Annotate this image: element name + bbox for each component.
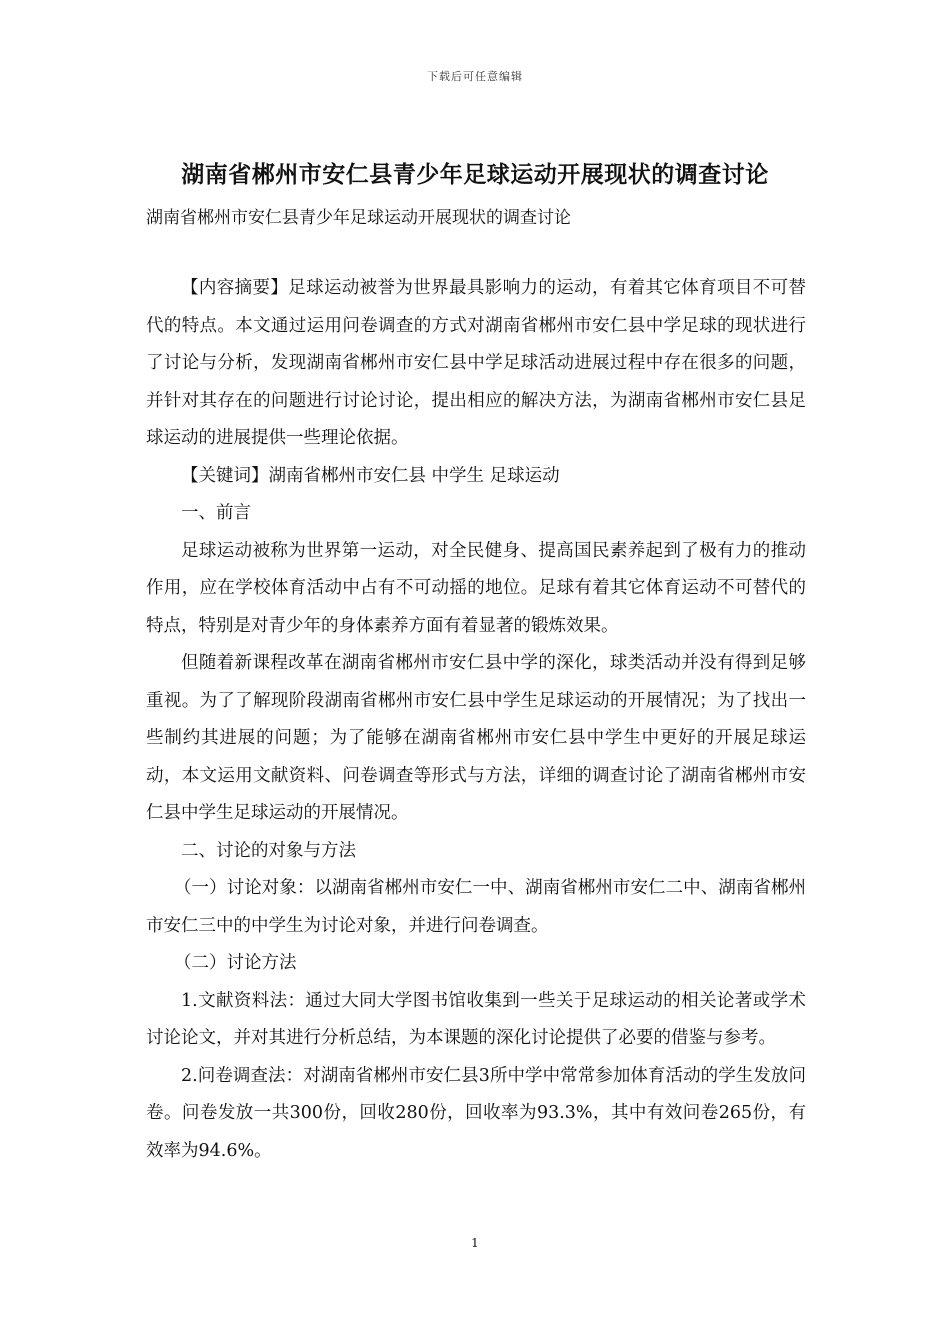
document-body [146,270,806,1170]
body-paragraph: 但随着新课程改革在湖南省郴州市安仁县中学的深化，球类活动并没有得到足够重视。为了了解现阶段湖南省郴州市安仁县中学生足球运动的开展情况；为了找出一些制约其进展的问题；为了能够在湖南省郴州市安仁县中学生中更好的开展足球运动，本文运用文献资料、问卷调查等形式与方法，详细的调查讨论了湖南省郴州市安仁县中学生足球运动的开展情况。 [146,653,806,823]
section-heading-methods: 二、讨论的对象与方法 [181,840,356,861]
method-questionnaire-paragraph: 2.问卷调查法：对湖南省郴州市安仁县3所中学中常常参加体育活动的学生发放问卷。问卷发放一共300份，回收280份，回收率为93.3%，其中有效问卷265份，有效率为94.6%。 [146,1065,806,1161]
header-note: 下载后可任意编辑 [427,70,523,83]
page-number: 1 [471,1236,479,1250]
document-subtitle: 湖南省郴州市安仁县青少年足球运动开展现状的调查讨论 [146,208,571,228]
subsection-research-object: （一）讨论对象：以湖南省郴州市安仁一中、湖南省郴州市安仁二中、湖南省郴州市安仁三中的中学生为讨论对象，并进行问卷调查。 [146,878,806,936]
section-heading-preface: 一、前言 [181,503,251,523]
method-literature-paragraph: 1.文献资料法：通过大同大学图书馆收集到一些关于足球运动的相关论著或学术讨论论文，并对其进行分析总结，为本课题的深化讨论提供了必要的借鉴与参考。 [146,990,806,1048]
body-paragraph: 足球运动被称为世界第一运动，对全民健身、提高国民素养起到了极有力的推动作用，应在学校体育活动中占有不可动摇的地位。足球有着其它体育运动不可替代的特点，特别是对青少年的身体素养方面有着显著的锻炼效果。 [146,540,806,636]
keywords-paragraph: 【关键词】湖南省郴州市安仁县 中学生 足球运动 [181,465,560,486]
document-title: 湖南省郴州市安仁县青少年足球运动开展现状的调查讨论 [181,161,769,188]
subsection-heading-research-method: （二）讨论方法 [174,953,297,973]
abstract-paragraph: 【内容摘要】足球运动被誉为世界最具影响力的运动，有着其它体育项目不可替代的特点。本文通过运用问卷调查的方式对湖南省郴州市安仁县中学足球的现状进行了讨论与分析，发现湖南省郴州市安仁县中学足球活动进展过程中存在很多的问题，并针对其存在的问题进行讨论讨论，提出相应的解决方法，为湖南省郴州市安仁县足球运动的进展提供一些理论依据。 [146,278,806,448]
